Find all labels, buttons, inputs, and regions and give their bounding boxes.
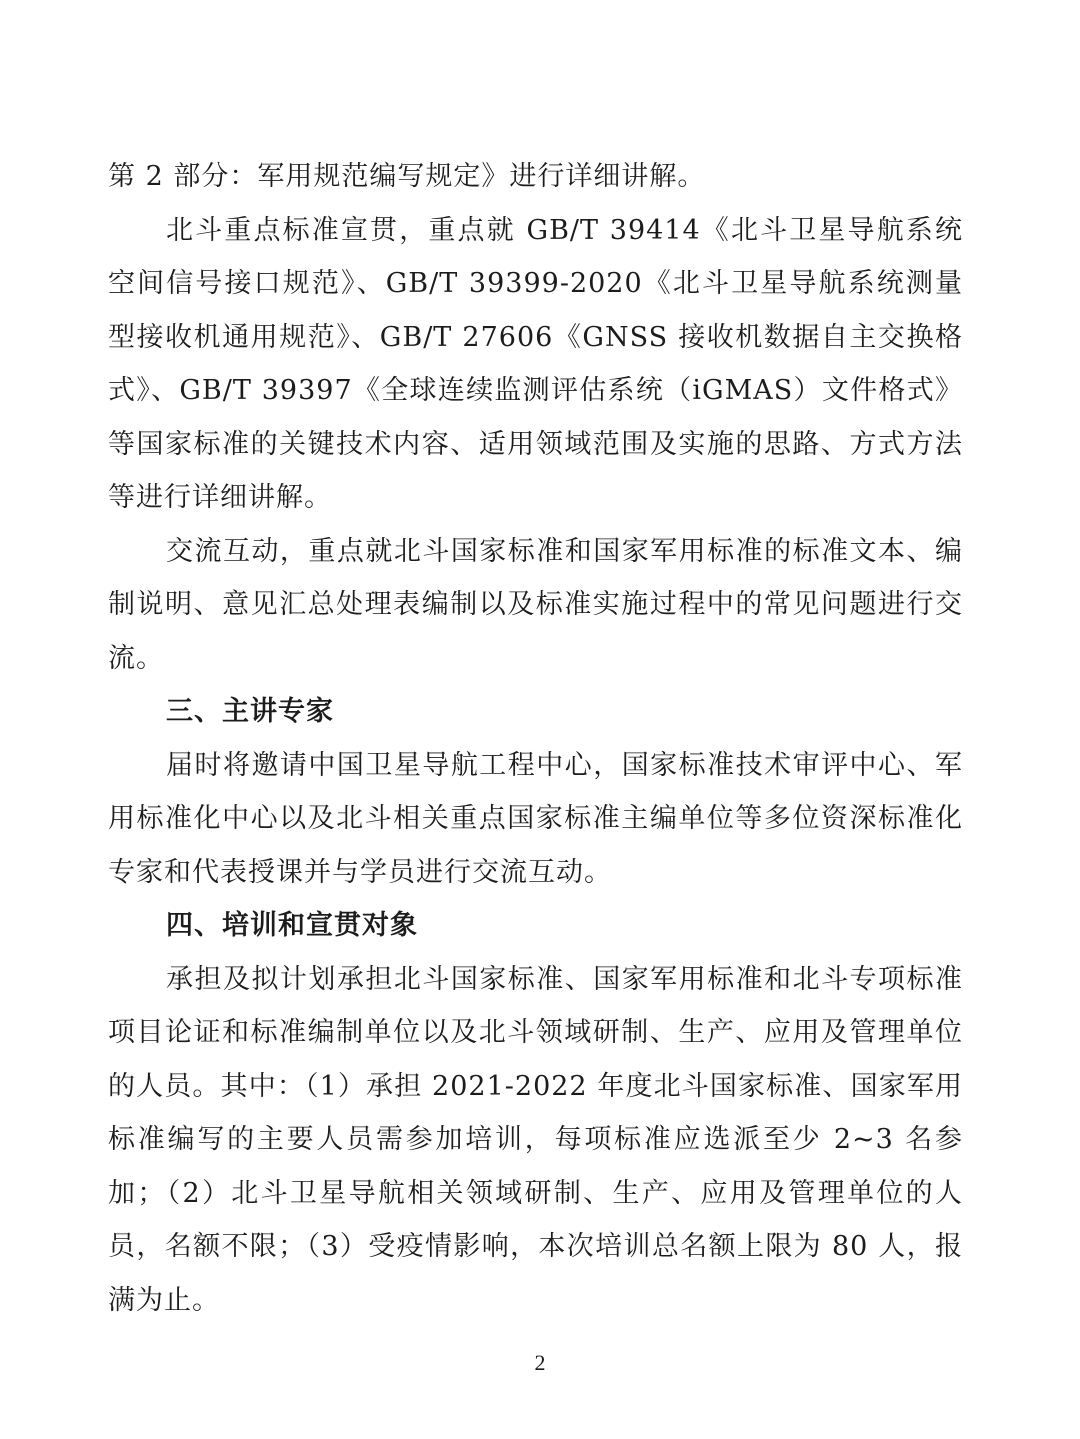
paragraph-exchange: 交流互动，重点就北斗国家标准和国家军用标准的标准文本、编制说明、意见汇总处理表编制以及标准实施过程中的常见问题进行交流。 — [108, 535, 963, 674]
paragraph-audience: 承担及拟计划承担北斗国家标准、国家军用标准和北斗专项标准项目论证和标准编制单位以及北斗领域研制、生产、应用及管理单位的人员。其中：（1）承担 2021-2022 年度北斗国家标准、国家军用标准编写的主要人员需参加培训，每项标准应选派至少 2~3 名参加；（2）北斗卫星导航相关领域研制、生产、应用及管理单位的人员，名额不限；（3）受疫情影响，本次培训总名额上限为 80 人，报满为止。 — [108, 963, 963, 1316]
section-heading-experts: 三、主讲专家 — [166, 696, 334, 727]
page-number: 2 — [534, 1350, 546, 1375]
document-body — [108, 150, 963, 1327]
paragraph-experts: 届时将邀请中国卫星导航工程中心，国家标准技术审评中心、军用标准化中心以及北斗相关重点国家标准主编单位等多位资深标准化专家和代表授课并与学员进行交流互动。 — [108, 749, 963, 888]
paragraph-beidou-standards: 北斗重点标准宣贯，重点就 GB/T 39414《北斗卫星导航系统空间信号接口规范》、GB/T 39399-2020《北斗卫星导航系统测量型接收机通用规范》、GB/T 27606《GNSS 接收机数据自主交换格式》、GB/T 39397《全球连续监测评估系统（iGMAS）文件格式》等国家标准的关键技术内容、适用领域范围及实施的思路、方式方法等进行详细讲解。 — [108, 214, 963, 513]
paragraph-continuation: 第 2 部分：军用规范编写规定》进行详细讲解。 — [108, 161, 706, 192]
section-heading-audience: 四、培训和宣贯对象 — [166, 910, 418, 941]
